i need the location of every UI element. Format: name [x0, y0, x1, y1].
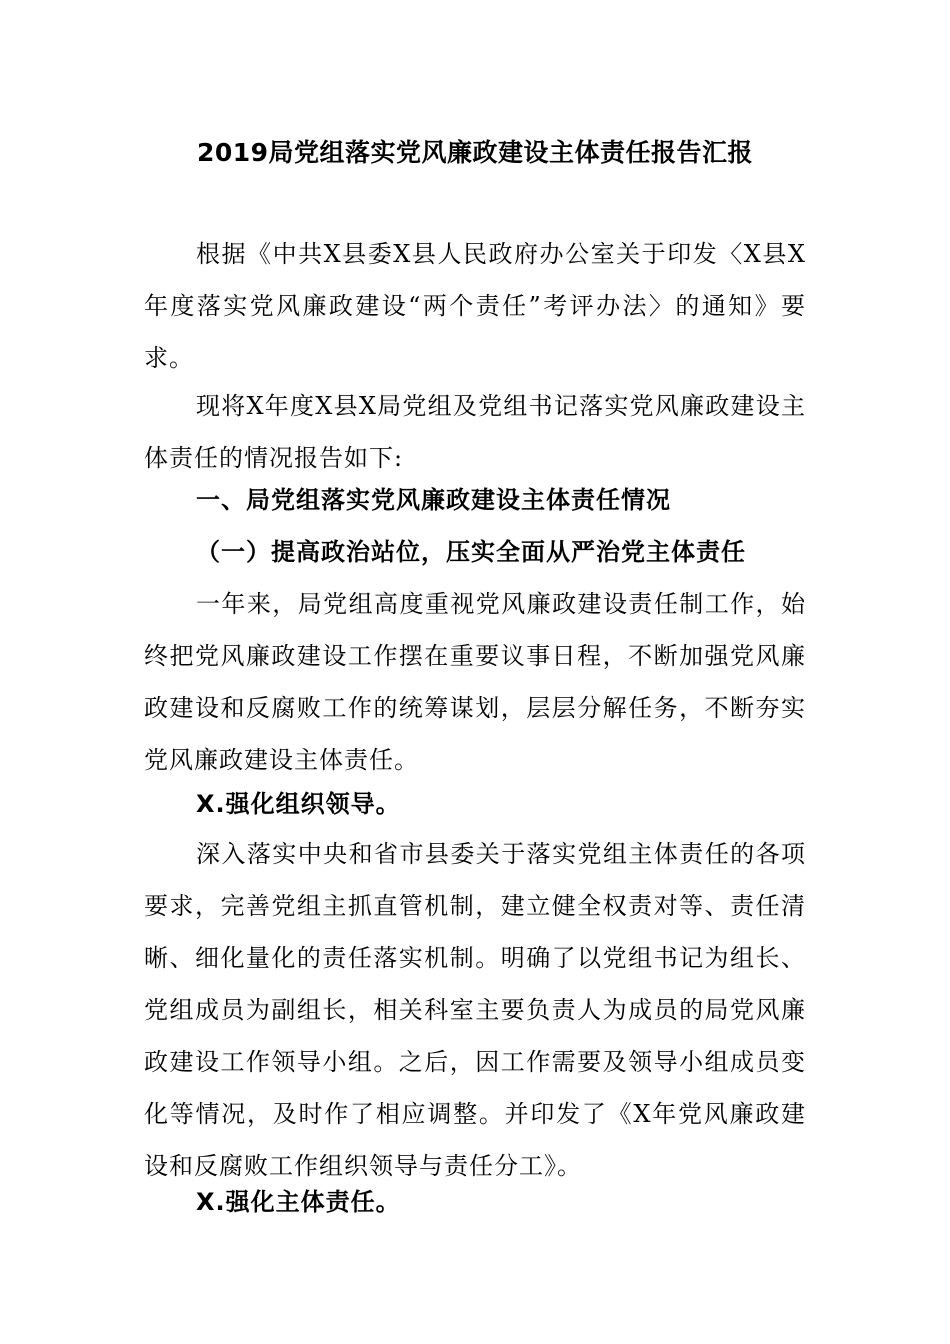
paragraph-organization: 深入落实中央和省市县委关于落实党组主体责任的各项要求，完善党组主抓直管机制，建立健全权责对等、责任清晰、细化量化的责任落实机制。明确了以党组书记为组长、党组成员为副组长，相关科室主要负责人为成员的局党风廉政建设工作领导小组。之后，因工作需要及领导小组成员变化等情况，及时作了相应调整。并印发了《X年党风廉政建设和反腐败工作组织领导与责任分工》。: [144, 840, 806, 1180]
section-heading-1: 一、局党组落实党风廉政建设主体责任情况: [196, 486, 671, 514]
item-heading-responsibility: X.强化主体责任。: [196, 1188, 401, 1216]
subsection-heading-1: （一）提高政治站位，压实全面从严治党主体责任: [196, 538, 746, 566]
paragraph-report-intro: 现将X年度X县X局党组及党组书记落实党风廉政建设主体责任的情况报告如下:: [144, 392, 806, 472]
document-title: 2019局党组落实党风廉政建设主体责任报告汇报: [196, 138, 754, 167]
paragraph-basis: 根据《中共X县委X县人民政府办公室关于印发〈X县X年度落实党风廉政建设“两个责任”考评办法〉的通知》要求。: [144, 240, 806, 372]
item-heading-organization: X.强化组织领导。: [196, 790, 401, 818]
paragraph-year-overview: 一年来，局党组高度重视党风廉政建设责任制工作，始终把党风廉政建设工作摆在重要议事日程，不断加强党风廉政建设和反腐败工作的统筹谋划，层层分解任务，不断夯实党风廉政建设主体责任。: [144, 590, 806, 774]
